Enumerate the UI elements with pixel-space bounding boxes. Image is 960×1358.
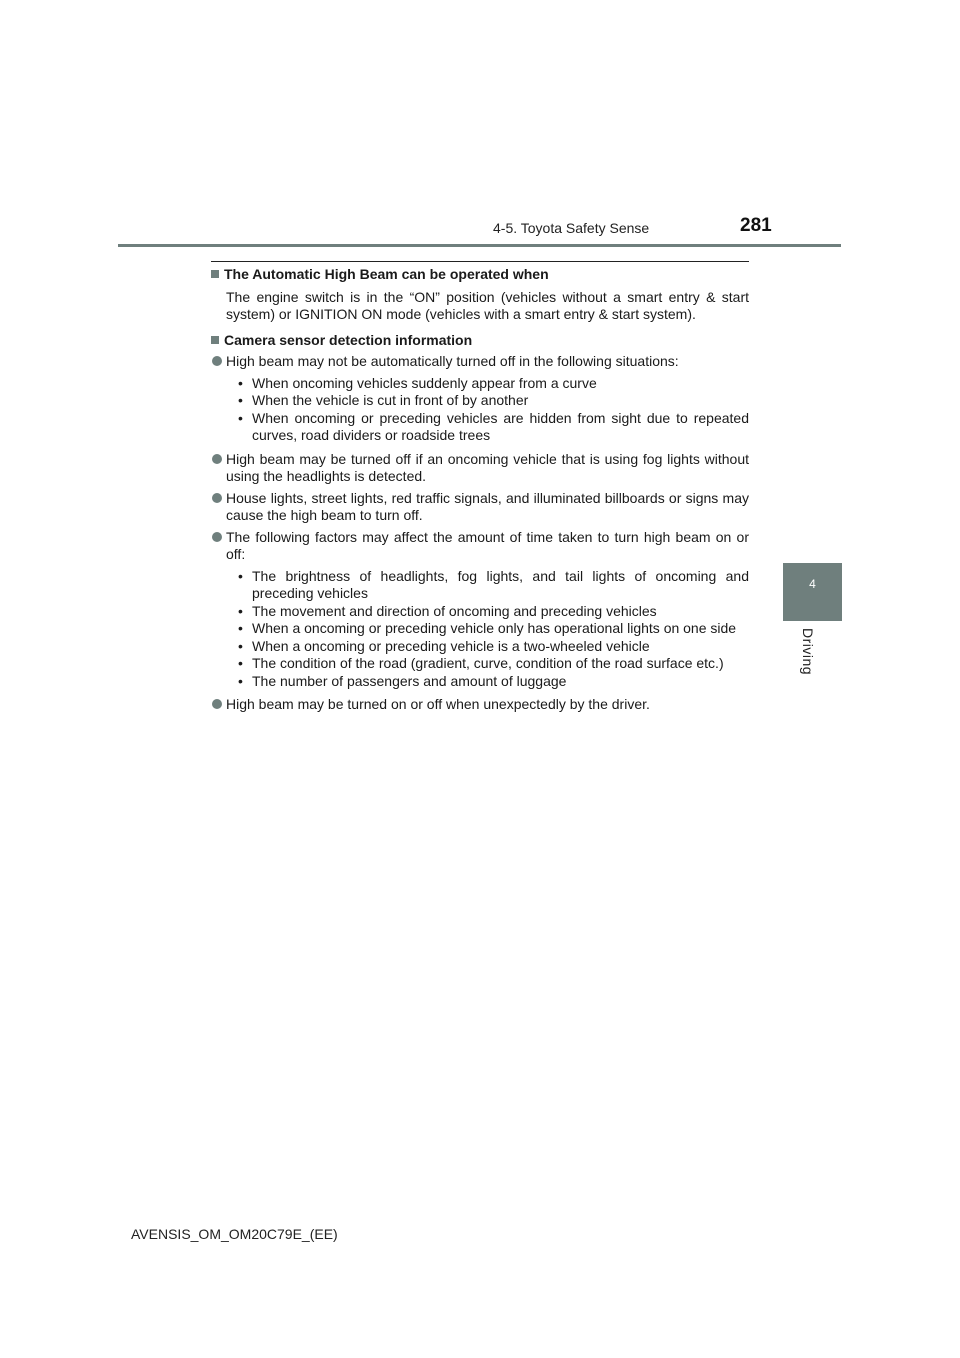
content-body <box>211 266 749 722</box>
section-paragraph: The engine switch is in the “ON” position (vehicles without a smart entry & start system) or IGNITION ON mode (vehicles with a smart entry & start system). <box>226 288 749 322</box>
section-operation <box>211 266 749 324</box>
bullet-text: High beam may not be automatically turned off in the following situations: <box>226 353 679 369</box>
sub-list-item: • When the vehicle is cut in front of by another <box>226 392 749 410</box>
bullet-text: High beam may be turned off if an oncoming vehicle that is using fog lights without using the headlights is detected. <box>226 450 749 484</box>
bullet-text: High beam may be turned on or off when unexpectedly by the driver. <box>226 696 650 712</box>
content-top-rule <box>211 261 749 262</box>
chapter-label: Driving <box>800 628 816 676</box>
bullet-list <box>211 353 749 714</box>
sub-list-item: • The number of passengers and amount of luggage <box>226 673 749 691</box>
section-heading <box>211 332 749 350</box>
sub-list <box>226 568 749 691</box>
page-number: 281 <box>740 215 772 236</box>
square-bullet-icon <box>211 336 219 344</box>
sub-list-item: • When oncoming vehicles suddenly appear from a curve <box>226 375 749 393</box>
bullet-item <box>211 529 749 564</box>
chapter-number: 4 <box>809 577 816 591</box>
section-heading-text: The Automatic High Beam can be operated when <box>224 266 549 282</box>
sub-list-item: • The condition of the road (gradient, curve, condition of the road surface etc.) <box>226 655 749 673</box>
circle-bullet-icon <box>212 532 222 542</box>
header-section-title: 4-5. Toyota Safety Sense <box>493 220 650 236</box>
bullet-item <box>211 696 749 714</box>
circle-bullet-icon <box>212 356 222 366</box>
sub-list <box>226 375 749 445</box>
bullet-text: The following factors may affect the amount of time taken to turn high beam on or off: <box>226 528 749 562</box>
sub-list-item: • When oncoming or preceding vehicles are hidden from sight due to repeated curves, road dividers or roadside trees <box>226 410 749 445</box>
bullet-item <box>211 451 749 486</box>
section-camera-sensor <box>211 332 749 714</box>
sub-list-item: • The movement and direction of oncoming and preceding vehicles <box>226 603 749 621</box>
bullet-text: House lights, street lights, red traffic signals, and illuminated billboards or signs may cause the high beam to turn off. <box>226 489 749 523</box>
bullet-item <box>211 490 749 525</box>
header-divider <box>118 244 841 247</box>
bullet-item <box>211 353 749 371</box>
section-heading <box>211 266 749 284</box>
circle-bullet-icon <box>212 493 222 503</box>
sub-list-item: • When a oncoming or preceding vehicle is a two-wheeled vehicle <box>226 638 749 656</box>
square-bullet-icon <box>211 270 219 278</box>
document-id: AVENSIS_OM_OM20C79E_(EE) <box>131 1226 338 1242</box>
circle-bullet-icon <box>212 454 222 464</box>
chapter-tab <box>783 563 842 621</box>
sub-list-item: • The brightness of headlights, fog lights, and tail lights of oncoming and preceding vehicles <box>226 568 749 603</box>
circle-bullet-icon <box>212 699 222 709</box>
sub-list-item: • When a oncoming or preceding vehicle only has operational lights on one side <box>226 620 749 638</box>
section-heading-text: Camera sensor detection information <box>224 331 473 348</box>
